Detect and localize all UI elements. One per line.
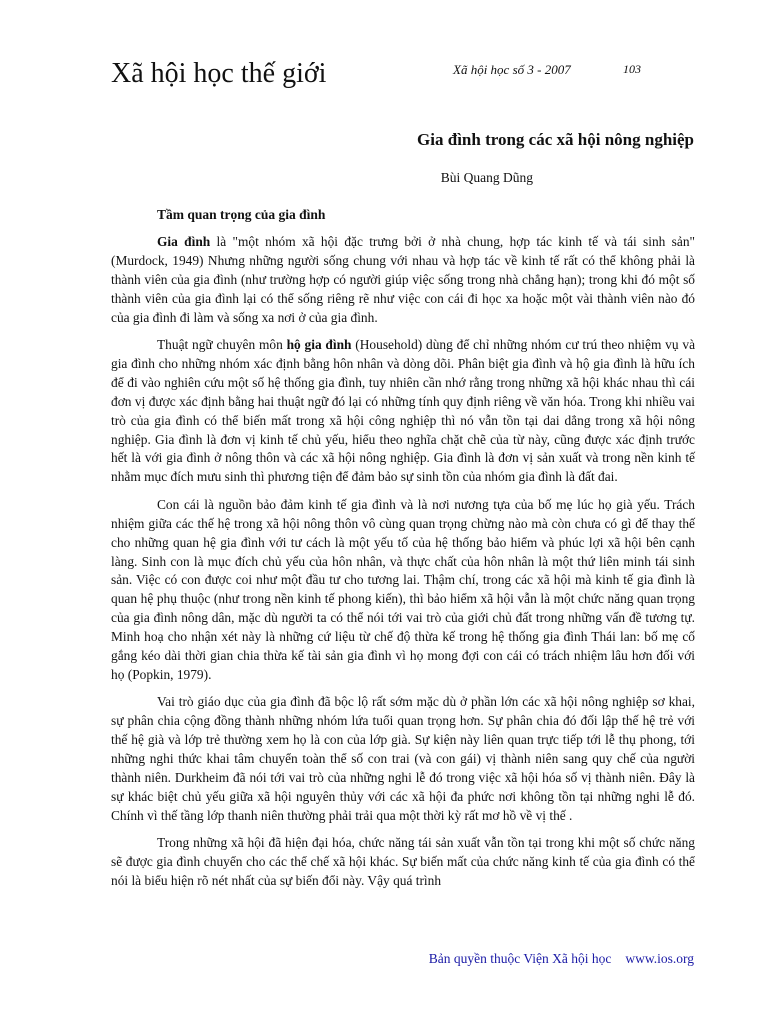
paragraph-1 bbox=[111, 233, 695, 328]
website-link[interactable]: www.ios.org bbox=[625, 951, 694, 966]
term-gia-dinh: Gia đình bbox=[157, 234, 211, 249]
paragraph-2-text-before: Thuật ngữ chuyên môn bbox=[157, 337, 287, 353]
paragraph-1-text: là "một nhóm xã hội đặc trưng bởi ở nhà chung, hợp tác kinh tế và tái sinh sản" (Murdock, 1949) Nhưng những người sống chung với nhau và hợp tác về kinh tế rất có thể không phải là thành viên của gia đình (như trường hợp có người giúp việc sống trong nhà chẳng hạn); trong khi đó một số thành viên của gia đình lại có thể sống riêng rẽ như việc con cái đi học xa hoặc một vài thành viên nào đó của gia đình đi làm và sống xa nơi ở của gia đình. bbox=[111, 234, 696, 325]
page-footer bbox=[0, 951, 694, 967]
article-title: Gia đình trong các xã hội nông nghiệp bbox=[417, 130, 694, 149]
term-ho-gia-dinh: hộ gia đình bbox=[286, 337, 352, 353]
issue-label: Xã hội học số 3 - 2007 bbox=[453, 62, 571, 77]
article-body bbox=[111, 233, 695, 899]
paragraph-2 bbox=[111, 336, 695, 487]
page-number: 103 bbox=[623, 62, 641, 76]
paragraph-2-text-after: (Household) dùng để chỉ những nhóm cư trú theo nhiệm vụ và gia đình cho những nhóm xác định bằng hôn nhân và dòng dõi. Phân biệt gia đình và hộ gia đình là hữu ích để đi vào nghiên cứu một số hệ thống gia đình, tuy nhiên cần nhớ rằng trong những xã hội khác nhau thì cái đơn vị được xác định bằng hai thuật ngữ đó lại có những tính quy định riêng về văn hóa. Trong khi nhiều vai trò của gia đình có thể biến mất trong xã hội công nghiệp thì nó vẫn tồn tại dai dẳng trong xã hội nông nghiệp. Gia đình là đơn vị kinh tế chủ yếu, hiểu theo nghĩa chặt chẽ của từ này, cũng được xác định trước hết là với gia đình ở nông thôn và các xã hội nông nghiệp. Gia đình là đơn vị sản xuất và trong nền kinh tế nhằm mục đích mưu sinh thì phương tiện để đảm bảo sự sinh tồn của nhóm gia đình là đất đai. bbox=[111, 337, 696, 485]
copyright-notice: Bản quyền thuộc Viện Xã hội học bbox=[428, 951, 612, 966]
paragraph-4: Vai trò giáo dục của gia đình đã bộc lộ rất sớm mặc dù ở phần lớn các xã hội nông nghiệp sơ khai, sự phân chia cộng đồng thành những nhóm lứa tuổi quan trọng hơn. Sự phân chia đó đối lập thế hệ trẻ với thế hệ già và lớp trẻ thường xem họ là con của lớp già. Sự kiện này liên quan trực tiếp tới lễ thụ phong, tới những nghi thức khai tâm chuyển toàn thể số con trai (và con gái) vị thành niên sang quy chế của người thành niên. Durkheim đã nói tới vai trò của những nghi lễ đó trong việc xã hội hóa số vị thành niên. Đây là sự khác biệt chủ yếu giữa xã hội nguyên thủy với các xã hội đa phức nơi không tồn tại những nghi lễ đó. Chính vì thế tầng lớp thanh niên thường phải trải qua một thời kỳ rất mơ hồ về vị thế . bbox=[111, 694, 695, 823]
section-heading: Tầm quan trọng của gia đình bbox=[157, 207, 326, 222]
journal-title: Xã hội học thế giới bbox=[111, 58, 327, 89]
paragraph-5: Trong những xã hội đã hiện đại hóa, chức năng tái sản xuất vẫn tồn tại trong khi một số chức năng sẽ được gia đình chuyển cho các thể chế xã hội khác. Sự biến mất của chức năng kinh tế của gia đình có thể nói là biểu hiện rõ nét nhất của sự biến đổi này. Vậy quá trình bbox=[111, 835, 695, 888]
article-author: Bùi Quang Dũng bbox=[440, 170, 533, 185]
paragraph-3: Con cái là nguồn bảo đảm kinh tế gia đình và là nơi nương tựa của bố mẹ lúc họ già yếu. Trách nhiệm giữa các thế hệ trong xã hội nông thôn vô cùng quan trọng chừng nào mà còn chưa có gì để thay thế cho những quan hệ gia đình với tư cách là một yếu tố của hệ thống bảo hiểm và phúc lợi xã hội bên cạnh làng. Sinh con là mục đích chủ yếu của hôn nhân, và thực chất của hôn nhân là một thứ liên minh tái sinh sản. Việc có con được coi như một đầu tư cho tương lai. Thậm chí, trong các xã hội mà kinh tế gia đình là quan hệ phụ thuộc (như trong nền kinh tế phong kiến), thì bảo hiểm xã hội vẫn là một chức năng quan trọng của gia đình nông dân, mặc dù người ta có thể nói tới vai trò của giới chủ đất trong những vấn đề tương tự. Minh hoạ cho nhận xét này là những cứ liệu từ chế độ thừa kế trong hệ thống gia đình Thái lan: bố mẹ cố gắng kéo dài thời gian chia thừa kế tài sản gia đình vì họ mong đợi con cái có trách nhiệm lâu hơn đối với họ (Popkin, 1979). bbox=[111, 496, 695, 682]
page-header bbox=[111, 48, 701, 96]
